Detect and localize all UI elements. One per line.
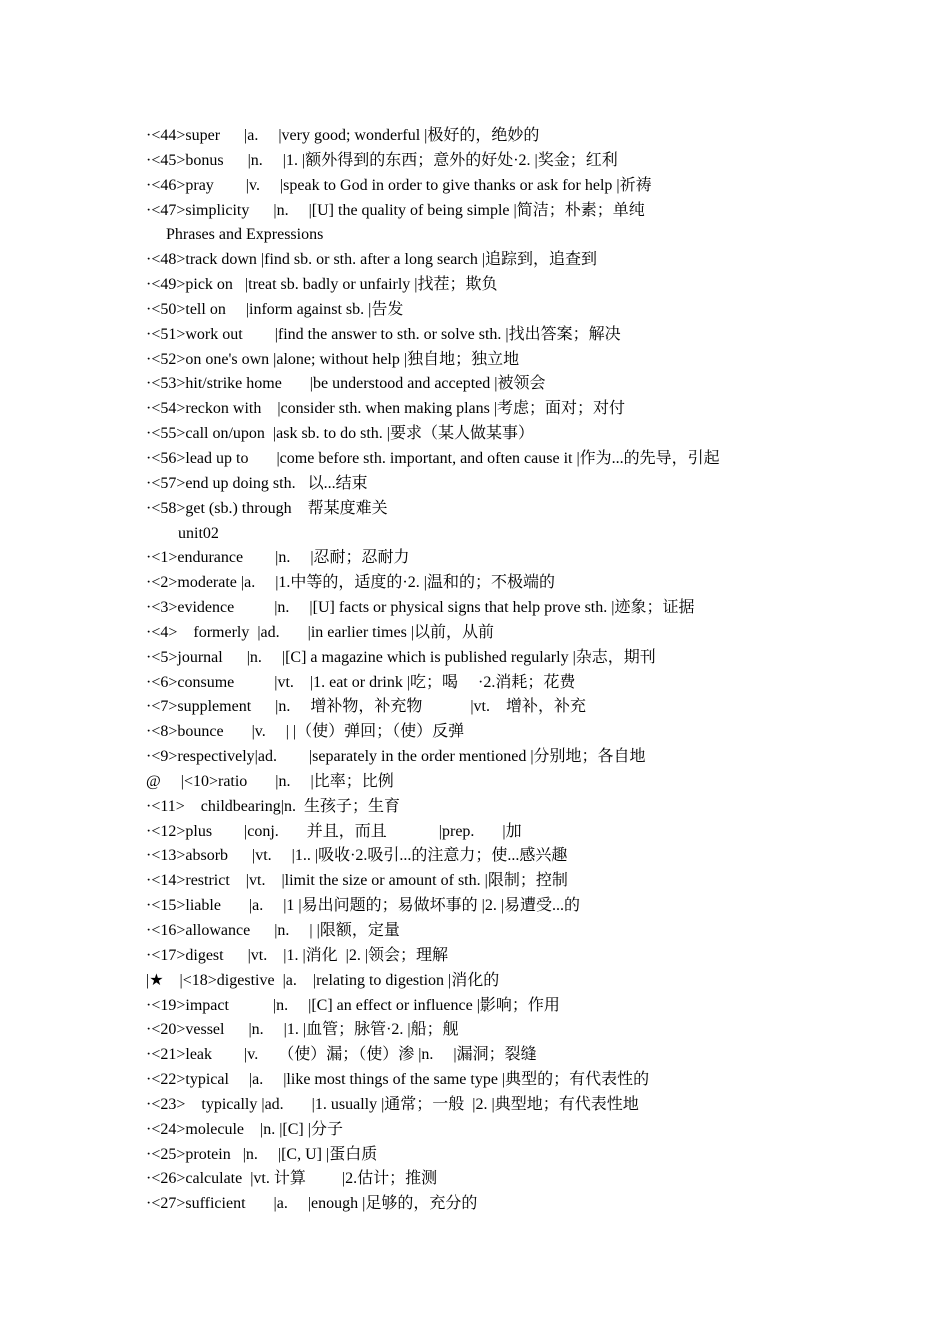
phrase-line-49: ·<49>pick on |treat sb. badly or unfairly |找茬；欺负	[146, 276, 498, 294]
vocab-line-3: ·<3>evidence |n. |[U] facts or physical signs that help prove sth. |迹象；证据	[146, 599, 695, 617]
vocab-line-15: ·<15>liable |a. |1 |易出问题的；易做坏事的 |2. |易遭受...的	[146, 897, 581, 915]
vocab-line-24: ·<24>molecule |n. |[C] |分子	[146, 1120, 343, 1138]
vocab-line-2: ·<2>moderate |a. |1.中等的，适度的·2. |温和的；不极端的	[146, 574, 555, 592]
phrase-line-51: ·<51>work out |find the answer to sth. or solve sth. |找出答案；解决	[146, 325, 621, 343]
section-heading-phrases: Phrases and Expressions	[146, 226, 324, 244]
phrase-line-54: ·<54>reckon with |consider sth. when making plans |考虑；面对；对付	[146, 400, 626, 418]
phrase-line-58: ·<58>get (sb.) through 帮某度难关	[146, 499, 388, 517]
phrase-line-48: ·<48>track down |find sb. or sth. after a long search |追踪到，追查到	[146, 251, 598, 269]
vocab-line-6: ·<6>consume |vt. |1. eat or drink |吃；喝 ·2.消耗；花费	[146, 673, 576, 691]
vocab-line-18: |★ |<18>digestive |a. |relating to digestion |消化的	[146, 971, 500, 989]
vocab-line-4: ·<4> formerly |ad. |in earlier times |以前，从前	[146, 623, 495, 641]
vocab-line-25: ·<25>protein |n. |[C, U] |蛋白质	[146, 1145, 378, 1163]
vocab-line-27: ·<27>sufficient |a. |enough |足够的，充分的	[146, 1195, 478, 1213]
vocab-line-47-simplicity: ·<47>simplicity |n. |[U] the quality of being simple |简洁；朴素；单纯	[146, 201, 645, 219]
vocab-line-10: @ |<10>ratio |n. |比率；比例	[146, 772, 394, 790]
phrase-line-55: ·<55>call on/upon |ask sb. to do sth. |要求（某人做某事）	[146, 425, 534, 443]
phrase-line-57: ·<57>end up doing sth. 以...结束	[146, 474, 368, 492]
vocab-line-23: ·<23> typically |ad. |1. usually |通常；一般 |2. |典型地；有代表性地	[146, 1095, 639, 1113]
document-body	[146, 124, 926, 1217]
vocab-line-5: ·<5>journal |n. |[C] a magazine which is published regularly |杂志，期刊	[146, 648, 656, 666]
vocab-line-44-super: ·<44>super |a. |very good; wonderful |极好的，绝妙的	[146, 127, 540, 144]
vocab-line-14: ·<14>restrict |vt. |limit the size or amount of sth. |限制；控制	[146, 872, 568, 890]
vocab-line-26: ·<26>calculate |vt. 计算 |2.估计；推测	[146, 1170, 438, 1188]
vocab-line-9: ·<9>respectively|ad. |separately in the order mentioned |分别地；各自地	[146, 748, 646, 766]
vocab-line-22: ·<22>typical |a. |like most things of the same type |典型的；有代表性的	[146, 1071, 650, 1089]
vocab-line-46-pray: ·<46>pray |v. |speak to God in order to give thanks or ask for help |祈祷	[146, 176, 652, 194]
phrase-line-52: ·<52>on one's own |alone; without help |独自地；独立地	[146, 350, 520, 368]
vocab-line-11: ·<11> childbearing|n. 生孩子；生育	[146, 797, 400, 815]
vocab-line-45-bonus: ·<45>bonus |n. |1. |额外得到的东西；意外的好处·2. |奖金；红利	[146, 151, 618, 169]
vocab-line-8: ·<8>bounce |v. | |（使）弹回；（使）反弹	[146, 723, 465, 741]
unit-heading: unit02	[146, 524, 219, 542]
vocab-line-13: ·<13>absorb |vt. |1.. |吸收·2.吸引...的注意力；使...感兴趣	[146, 847, 568, 865]
vocab-line-19: ·<19>impact |n. |[C] an effect or influence |影响；作用	[146, 996, 560, 1014]
vocab-line-21: ·<21>leak |v. （使）漏；（使）渗 |n. |漏洞；裂缝	[146, 1046, 537, 1064]
vocab-line-12: ·<12>plus |conj. 并且，而且 |prep. |加	[146, 822, 522, 840]
vocab-line-16: ·<16>allowance |n. | |限额，定量	[146, 922, 400, 939]
vocab-line-20: ·<20>vessel |n. |1. |血管；脉管·2. |船；舰	[146, 1021, 459, 1039]
phrase-line-50: ·<50>tell on |inform against sb. |告发	[146, 300, 404, 318]
phrase-line-53: ·<53>hit/strike home |be understood and accepted |被领会	[146, 375, 546, 393]
vocab-line-1: ·<1>endurance |n. |忍耐；忍耐力	[146, 549, 410, 567]
vocab-line-7: ·<7>supplement |n. 增补物，补充物 |vt. 增补，补充	[146, 698, 586, 716]
vocab-line-17: ·<17>digest |vt. |1. |消化 |2. |领会；理解	[146, 946, 449, 964]
phrase-line-56: ·<56>lead up to |come before sth. important, and often cause it |作为...的先导，引起	[146, 449, 720, 467]
